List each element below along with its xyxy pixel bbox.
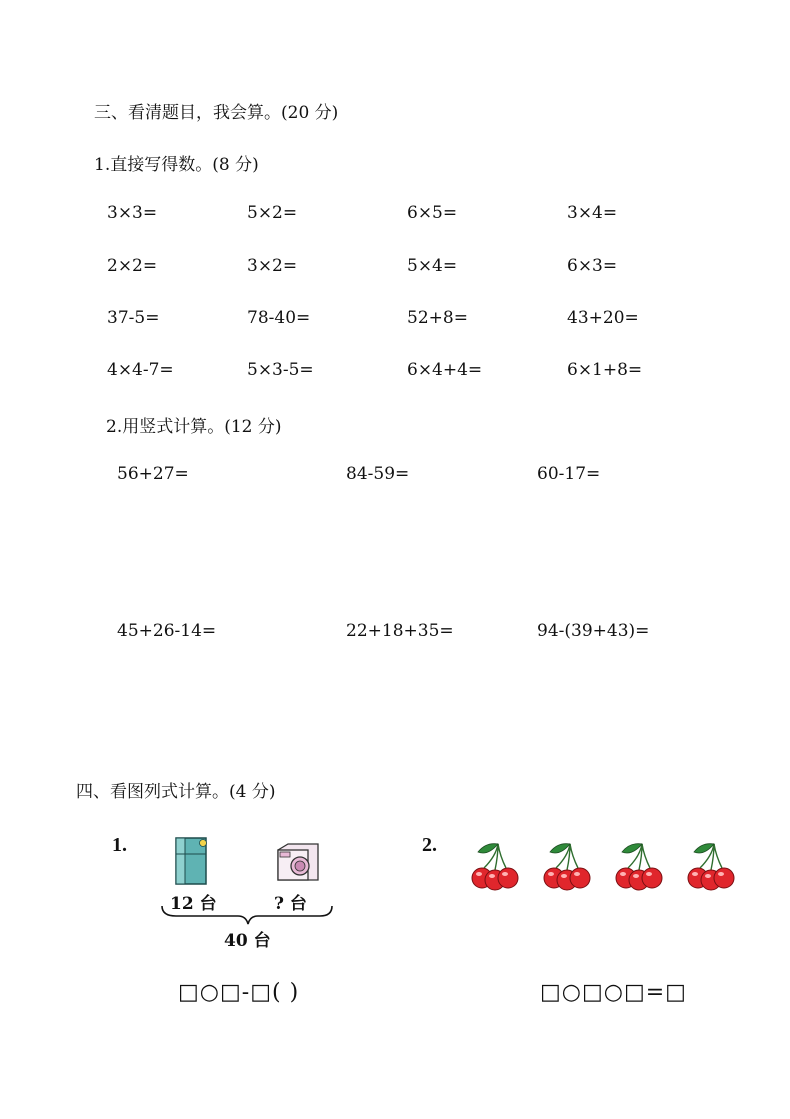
problem-cell: 5×3-5=: [247, 360, 314, 380]
problem-1-equation: □○□-□( ): [178, 980, 300, 1005]
problem-cell: 6×4+4=: [407, 360, 483, 380]
problem-cell: 52+8=: [407, 308, 468, 328]
problem-2-equation: □○□○□=□: [540, 980, 687, 1005]
problem-cell: 37-5=: [107, 308, 160, 328]
fridge-icon: [176, 838, 207, 884]
part-1-title: 1.直接写得数。(8 分): [94, 155, 259, 175]
problem-cell: 84-59=: [346, 464, 410, 484]
problem-cell: 22+18+35=: [346, 621, 454, 641]
cherry-icon: [688, 844, 734, 890]
problem-cell: 6×5=: [407, 203, 458, 223]
total-count-label: 40 台: [224, 931, 271, 951]
problem-cell: 3×4=: [567, 203, 618, 223]
cherries-figure: [464, 836, 744, 896]
fridge-count-label: 12 台: [170, 894, 217, 914]
washer-count-label: ? 台: [274, 894, 307, 914]
problem-cell: 60-17=: [537, 464, 601, 484]
problem-cell: 3×3=: [107, 203, 158, 223]
section-4-title: 四、看图列式计算。(4 分): [76, 782, 276, 802]
problem-cell: 78-40=: [247, 308, 311, 328]
problem-cell: 56+27=: [117, 464, 189, 484]
washing-machine-icon: [278, 844, 318, 880]
problem-cell: 5×2=: [247, 203, 298, 223]
problem-cell: 45+26-14=: [117, 621, 217, 641]
problem-cell: 4×4-7=: [107, 360, 174, 380]
problem-2-number: 2.: [422, 834, 437, 856]
cherry-icon: [472, 844, 518, 890]
cherry-icon: [616, 844, 662, 890]
problem-cell: 6×1+8=: [567, 360, 643, 380]
problem-cell: 6×3=: [567, 256, 618, 276]
problem-cell: 94-(39+43)=: [537, 621, 650, 641]
problem-cell: 2×2=: [107, 256, 158, 276]
part-2-title: 2.用竖式计算。(12 分): [106, 417, 282, 437]
problem-1-number: 1.: [112, 834, 127, 856]
problem-cell: 5×4=: [407, 256, 458, 276]
problem-cell: 3×2=: [247, 256, 298, 276]
problem-cell: 43+20=: [567, 308, 639, 328]
cherry-icon: [544, 844, 590, 890]
section-3-title: 三、看清题目，我会算。(20 分): [94, 103, 339, 123]
